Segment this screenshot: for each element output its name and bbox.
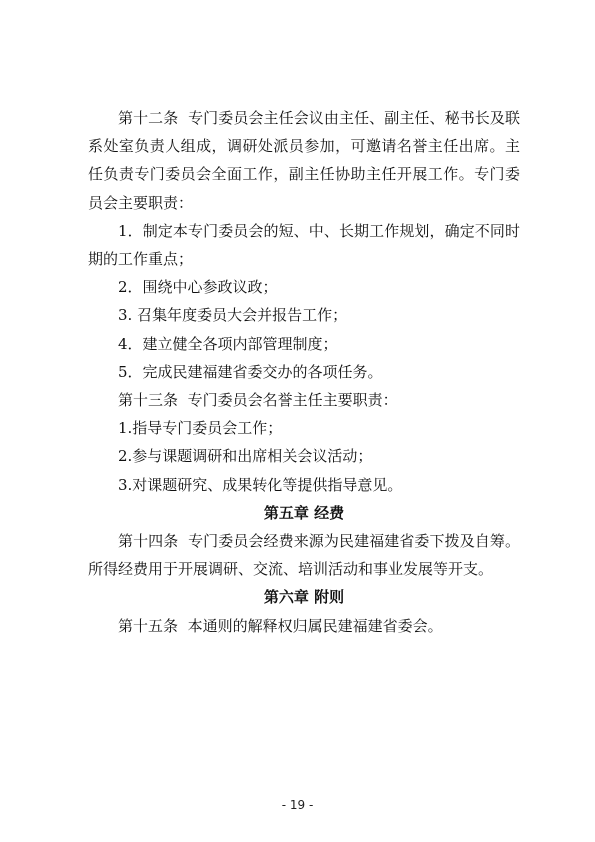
article-15 bbox=[88, 612, 520, 640]
page-number: - 19 - bbox=[281, 798, 314, 812]
article-14-label: 第十四条 bbox=[118, 532, 179, 551]
document-body bbox=[88, 104, 520, 640]
article-13 bbox=[88, 386, 520, 414]
article-14-text: 专门委员会经费来源为民建福建省委下拨及自筹。所得经费用于开展调研、交流、培训活动和事业发展等开支。 bbox=[88, 532, 520, 579]
article-12-duty-3: 3. 召集年度委员大会并报告工作； bbox=[118, 306, 348, 325]
article-12 bbox=[88, 104, 520, 217]
article-13-label: 第十三条 bbox=[118, 391, 179, 410]
article-15-text: 本通则的解释权归属民建福建省委会。 bbox=[187, 616, 443, 635]
article-13-duty-3: 3.对课题研究、成果转化等提供指导意见。 bbox=[118, 475, 403, 494]
chapter-6-heading: 第六章 附则 bbox=[263, 588, 345, 607]
article-12-duty-4: 4．建立健全各项内部管理制度； bbox=[118, 334, 338, 353]
article-12-duty-2: 2．围绕中心参政议政； bbox=[118, 278, 278, 297]
article-12-text: 专门委员会主任会议由主任、副主任、秘书长及联系处室负责人组成，调研处派员参加，可邀请名誉主任出席。主任负责专门委员会全面工作，副主任协助主任开展工作。专门委员会主要职责： bbox=[88, 109, 520, 212]
article-13-duty-1: 1.指导专门委员会工作； bbox=[118, 419, 283, 438]
chapter-5-heading: 第五章 经费 bbox=[263, 503, 345, 522]
article-13-duty-2: 2.参与课题调研和出席相关会议活动； bbox=[118, 447, 373, 466]
article-12-label: 第十二条 bbox=[118, 109, 179, 127]
article-14 bbox=[88, 527, 520, 583]
article-15-label: 第十五条 bbox=[118, 616, 179, 635]
article-13-text: 专门委员会名誉主任主要职责： bbox=[187, 391, 398, 410]
article-12-duty-5: 5．完成民建福建省委交办的各项任务。 bbox=[118, 362, 383, 381]
article-12-duty-1: 1．制定本专门委员会的短、中、长期工作规划，确定不同时期的工作重点； bbox=[88, 221, 520, 269]
